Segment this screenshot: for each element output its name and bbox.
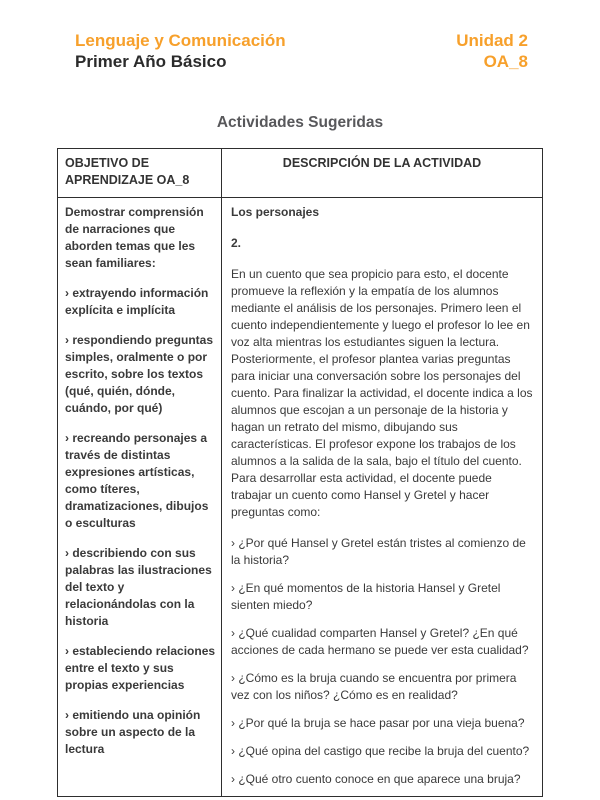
activity-question: › ¿Cómo es la bruja cuando se encuentra por primera vez con los niños? ¿Cómo es en realidad? [231,671,517,702]
activity-number: 2. [231,236,242,250]
description-column-header: DESCRIPCIÓN DE LA ACTIVIDAD [222,149,543,198]
objective-bullet: › respondiendo preguntas simples, oralmente o por escrito, sobre los textos (qué, quién, dónde, cuándo, por qué) [65,333,214,415]
header-left [75,30,286,72]
objective-bullet: › recreando personajes a través de distintas expresiones artísticas, como títeres, dramatizaciones, dibujos o esculturas [65,431,209,530]
page-title: Actividades Sugeridas [216,114,384,131]
table-body-row [58,198,543,797]
grade-level: Primer Año Básico [75,52,227,71]
activity-question: › ¿Por qué Hansel y Gretel están tristes al comienzo de la historia? [231,536,526,567]
header-right [456,30,528,72]
objective-bullet: › estableciendo relaciones entre el texto y sus propias experiencias [65,644,216,692]
objective-cell [58,198,222,797]
activity-subtitle: Los personajes [231,205,320,219]
activity-question: › ¿Por qué la bruja se hace pasar por una vieja buena? [231,716,525,730]
activity-description: En un cuento que sea propicio para esto, el docente promueve la reflexión y la empatía de los alumnos mediante el análisis de los personajes. Primero leen el cuento independientemente y luego el profesor lo lee en voz alta mientras los estudiantes siguen la lectura. Posteriormente, el profesor plantea varias preguntas para iniciar una conversación sobre los personajes del cuento. Para finalizar la actividad, el docente indica a los alumnos que escojan a un personaje de la historia y hagan un retrato del mismo, dibujando sus características. El profesor expone los trabajos de los alumnos a la salida de la sala, bajo el título del cuento. Para desarrollar esta actividad, el docente puede trabajar un cuento como Hansel y Gretel y hacer preguntas como: [231,267,533,519]
oa-code: OA_8 [483,52,528,71]
activity-question: › ¿Qué cualidad comparten Hansel y Gretel? ¿En qué acciones de cada hermano se puede ver esta cualidad? [231,626,529,657]
objective-bullet: › emitiendo una opinión sobre un aspecto de la lectura [65,708,201,756]
document-header [0,30,600,72]
objective-bullet: › extrayendo información explícita e implícita [65,286,209,317]
course-title: Lenguaje y Comunicación [75,31,286,50]
activity-cell [222,198,543,797]
activities-table [57,148,543,797]
objective-intro: Demostrar comprensión de narraciones que aborden temas que les sean familiares: [65,205,204,270]
activity-question: › ¿En qué momentos de la historia Hansel y Gretel sienten miedo? [231,581,501,612]
objective-column-header: OBJETIVO DE APRENDIZAJE OA_8 [58,149,222,198]
unit-label: Unidad 2 [456,31,528,50]
table-header-row [58,149,543,198]
activity-question: › ¿Qué opina del castigo que recibe la bruja del cuento? [231,744,530,758]
objective-bullet: › describiendo con sus palabras las ilustraciones del texto y relacionándolas con la historia [65,546,212,628]
activity-question: › ¿Qué otro cuento conoce en que aparece una bruja? [231,772,521,786]
